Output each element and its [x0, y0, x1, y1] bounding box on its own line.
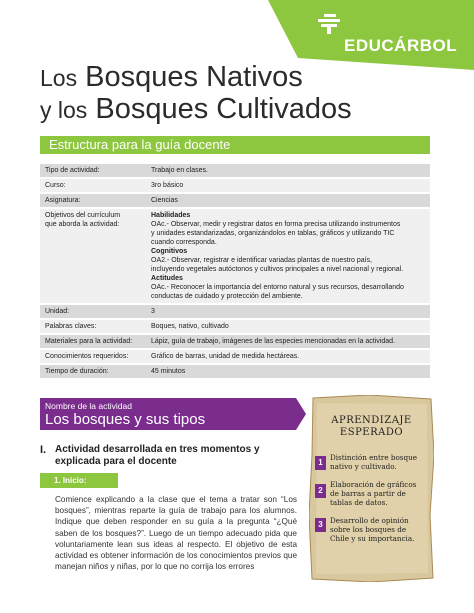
item-number-badge: 1: [315, 456, 326, 470]
actitudes-line: conductas de cuidado y protección del ambiente.: [151, 293, 303, 300]
page-title: [40, 62, 352, 126]
table-row: [40, 164, 430, 177]
row-value: Ciencias: [146, 194, 430, 207]
brand-banner: [268, 0, 474, 70]
table-row: [40, 350, 430, 363]
body-text: Comience explicando a la clase que el tema a tratar son “Los bosques”, mientras reparte la guía de trabajo para los alumnos. Indique que deben responder en su guía a la pregunta “¿Qué saben de los bosques?”. Luego de un tiempo adecuado pida que voluntariamente lean sus ideas al respecto. El objetivo de esta actividad es obtener información de los conocimientos previos que manejan niños y niñas, por lo que no corrija los errores: [55, 495, 297, 572]
row-label: Asignatura:: [40, 194, 146, 207]
habilidades-line: OAc.- Observar, medir y registrar datos en forma precisa utilizando instrumentos: [151, 221, 401, 228]
habilidades-title: Habilidades: [151, 212, 191, 219]
activity-info-table: [40, 162, 430, 380]
row-label: Tiempo de duración:: [40, 365, 146, 378]
aprendizaje-item: Distinción entre bosque nativo y cultivado.: [330, 453, 417, 471]
item-number-badge: 2: [315, 484, 326, 498]
row-label: Palabras claves:: [40, 320, 146, 333]
section-numeral: I.: [40, 444, 47, 456]
table-row: [40, 179, 430, 192]
table-row: [40, 320, 430, 333]
row-value: 3: [146, 305, 430, 318]
section-header: Estructura para la guía docente: [40, 136, 430, 154]
row-value: Boques, nativo, cultivado: [146, 320, 430, 333]
row-value: Trabajo en clases.: [146, 164, 430, 177]
table-row: [40, 335, 430, 348]
aprendizaje-title: [309, 415, 434, 439]
title-y-los: y los: [40, 97, 88, 123]
activity-name-label: Nombre de la actividad: [45, 401, 132, 411]
objetivos-label-1: Objetivos del currículum: [45, 212, 121, 219]
table-row: [40, 305, 430, 318]
row-label: Conocimientos requeridos:: [40, 350, 146, 363]
row-label: Materiales para la actividad:: [40, 335, 146, 348]
row-value: Lápiz, guía de trabajo, imágenes de las especies mencionadas en la actividad.: [146, 335, 430, 348]
aprendizaje-title-2: ESPERADO: [339, 427, 404, 438]
item-number-badge: 3: [315, 518, 326, 532]
habilidades-line: y unidades estandarizadas, organizándolos en tablas, gráficos y utilizando TIC: [151, 230, 395, 237]
brand-name: EDUCÁRBOL: [344, 36, 458, 55]
row-label: Unidad:: [40, 305, 146, 318]
row-label: [40, 209, 146, 303]
row-value: 3ro básico: [146, 179, 430, 192]
objetivos-label-2: que aborda la actividad:: [45, 221, 120, 228]
inicio-label: 1. Inicio:: [40, 473, 118, 488]
aprendizaje-item: Elaboración de gráficos de barras a partir de tablas de datos.: [330, 480, 417, 507]
table-row: [40, 209, 430, 303]
title-line2: Bosques Cultivados: [95, 93, 352, 125]
aprendizaje-title-1: APRENDIZAJE: [331, 415, 412, 426]
section-title: Actividad desarrollada en tres momentos y explicada para el docente: [55, 444, 260, 467]
actitudes-title: Actitudes: [151, 275, 183, 282]
table-row: [40, 365, 430, 378]
row-value: [146, 209, 430, 303]
activity-banner-arrow: [296, 398, 306, 430]
body-paragraph: [55, 494, 297, 572]
title-los: Los: [40, 65, 78, 91]
habilidades-line: cuando corresponda.: [151, 239, 217, 246]
cognitivos-title: Cognitivos: [151, 248, 188, 255]
aprendizaje-item: Desarrollo de opinión sobre los bosques de Chile y su importancia.: [330, 516, 415, 543]
row-label: Curso:: [40, 179, 146, 192]
row-value: Gráfico de barras, unidad de medida hectáreas.: [146, 350, 430, 363]
table-row: [40, 194, 430, 207]
cognitivos-line: OA2.- Observar, registrar e identificar variadas plantas de nuestro país,: [151, 257, 372, 264]
row-label: Tipo de actividad:: [40, 164, 146, 177]
cognitivos-line: incluyendo vegetales autóctonos y cultivos principales a nivel nacional y regional.: [151, 266, 404, 273]
title-line1: Bosques Nativos: [85, 61, 303, 93]
activity-name: Los bosques y sus tipos: [45, 411, 206, 428]
brand-logo-icon: [318, 14, 340, 34]
row-value: 45 minutos: [146, 365, 430, 378]
actitudes-line: OAc.- Reconocer la importancia del entorno natural y sus recursos, desarrollando: [151, 284, 404, 291]
